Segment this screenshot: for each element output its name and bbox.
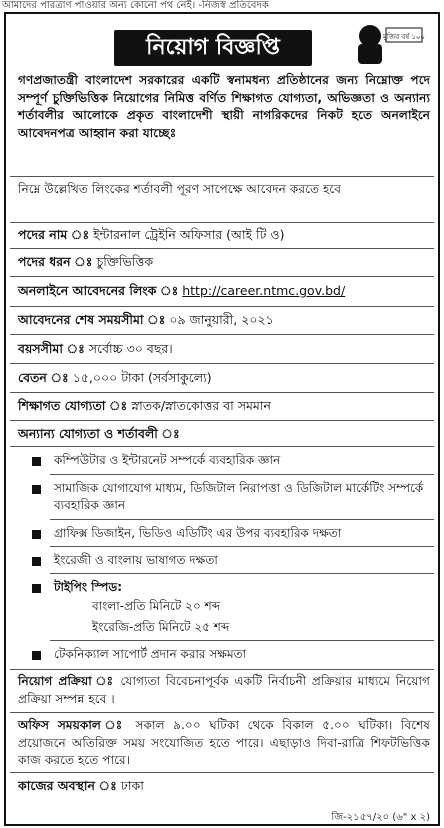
bullet-square-icon bbox=[32, 485, 41, 494]
divider bbox=[10, 276, 434, 277]
post-name-label: পদের নাম ঃ bbox=[18, 227, 90, 242]
location-value: ঢাকা bbox=[120, 778, 144, 793]
divider bbox=[10, 420, 434, 421]
divider bbox=[50, 474, 434, 475]
process-label: নিয়োগ প্রক্রিয়া ঃ bbox=[18, 674, 115, 688]
divider bbox=[10, 446, 434, 447]
process-value: যোগ্যতা বিবেচনাপূর্বক একটি নির্বাচনী প্রক্রিয়ার মাধ্যমে নিয়োগ প্রক্রিয়া সম্পন্ন হবে । bbox=[18, 674, 431, 706]
divider bbox=[10, 306, 434, 307]
bullet-item: টেকনিক্যাল সাপোর্ট প্রদান করার সক্ষমতা bbox=[54, 647, 247, 661]
bullet-item: টাইপিং স্পিড: bbox=[54, 580, 123, 594]
divider bbox=[50, 573, 434, 574]
post-type-row bbox=[18, 253, 434, 271]
salary-label: বেতন ঃ bbox=[18, 370, 69, 385]
bullet-square-icon bbox=[32, 584, 41, 593]
education-row bbox=[18, 397, 434, 415]
salary-row bbox=[18, 369, 434, 387]
age-limit-label: বয়সসীমা ঃ bbox=[18, 341, 85, 356]
divider bbox=[10, 669, 434, 670]
office-hours-value: সকাল ৯.০০ ঘটিকা থেকে বিকাল ৫.০০ ঘটিকা। বিশেষ প্রয়োজনে অতিরিক্ত সময় সংযোজিত হতে পারে। এছাড়াও দিবা-রাত্রি শিফটভিত্তিক কাজ করতে হতে পারে। bbox=[18, 718, 431, 767]
divider bbox=[10, 334, 434, 335]
deadline-row bbox=[18, 311, 434, 329]
typing-speed-bangla: বাংলা-প্রতি মিনিটে ২০ শব্দ bbox=[92, 599, 221, 613]
bullet-square-icon bbox=[32, 457, 41, 466]
typing-speed-english: ইংরেজি-প্রতি মিনিটে ২৫ শব্দ bbox=[92, 620, 230, 634]
age-limit-row bbox=[18, 340, 434, 358]
post-name-row bbox=[18, 226, 434, 244]
deadline-value: ০৯ জানুয়ারী, ২০২১ bbox=[169, 312, 274, 327]
divider bbox=[10, 363, 434, 364]
divider bbox=[10, 392, 434, 393]
bullet-item: কম্পিউটার ও ইন্টারনেট সম্পর্কে ব্যবহারিক জ্ঞান bbox=[54, 453, 281, 467]
post-type-label: পদের ধরন ঃ bbox=[18, 254, 93, 269]
work-location-row bbox=[18, 777, 434, 795]
location-label: কাজের অবস্থান ঃ bbox=[18, 778, 117, 793]
office-hours bbox=[18, 717, 430, 770]
divider bbox=[50, 519, 434, 520]
bullet-square-icon bbox=[32, 557, 41, 566]
bullet-square-icon bbox=[32, 651, 41, 660]
top-cropped-text: আমাদের পারত্রাণ পাওয়ার অন্য কোনো পথ নেই। -নিজস্ব প্রতিবেদক bbox=[2, 0, 269, 11]
divider bbox=[10, 248, 434, 249]
instruction-text: নিম্নে উল্লেখিত লিংকের শর্তাবলী পূরণ সাপেক্ষে আবেদন করতে হবে bbox=[18, 182, 342, 196]
other-conditions-heading: অন্যান্য যোগ্যতা ও শর্তাবলী ঃ bbox=[18, 426, 180, 441]
divider bbox=[10, 712, 434, 713]
bullet-item: সামাজিক যোগাযোগ মাধ্যম, ডিজিটাল নিরাপত্তা ও ডিজিটাল মার্কেটিং সম্পর্কে ব্যবহারিক জ্ঞান bbox=[54, 481, 424, 512]
mujib-borsho-logo bbox=[352, 20, 426, 66]
age-limit-value: সর্বোচ্চ ৩০ বছর। bbox=[88, 341, 173, 356]
divider bbox=[10, 222, 434, 223]
divider bbox=[50, 546, 434, 547]
post-name-value: ইন্টারনাল ট্রেইনি অফিসার (আই টি ও) bbox=[93, 227, 285, 242]
divider bbox=[10, 176, 434, 177]
logo-text: মুজিব বর্ষ ১০০ bbox=[383, 33, 425, 41]
education-label: শিক্ষাগত যোগ্যতা ঃ bbox=[18, 398, 128, 413]
salary-value: ১৫,০০০ টাকা (সর্বসাকুল্যে) bbox=[72, 370, 212, 385]
bullet-square-icon bbox=[32, 530, 41, 539]
bullet-item: ইংরেজী ও বাংলায় ভাষাগত দক্ষতা bbox=[54, 553, 218, 567]
intro-paragraph: গণপ্রজাতন্ত্রী বাংলাদেশ সরকারের একটি স্বনামধন্য প্রতিষ্ঠানের জন্য নিম্নোক্ত পদে সম্পূর্ণ চুক্তিভিত্তিক নিয়োগের নিমিত্ত বর্ণিত শিক্ষাগত যোগ্যতা, অভিজ্ঞতা ও অন্যান্য শর্তাবলীর আলোকে প্রকৃত বাংলাদেশী স্থায়ী নাগরিকদের নিকট হতে অনলাইনে আবেদনপত্র আহ্বান করা যাচ্ছেঃ bbox=[18, 73, 430, 140]
bullet-item: গ্রাফিক্স ডিজাইন, ভিডিও এডিটিং এর উপর ব্যবহারিক দক্ষতা bbox=[54, 526, 342, 540]
divider bbox=[10, 772, 434, 773]
recruitment-process bbox=[18, 673, 430, 708]
notice-title: নিয়োগ বিজ্ঞপ্তি bbox=[114, 30, 312, 66]
apply-link[interactable]: http://career.ntmc.gov.bd/ bbox=[182, 283, 346, 298]
ad-code: জি-২১৫৭/২০ (৬" x ২) bbox=[331, 812, 430, 823]
divider bbox=[50, 640, 434, 641]
apply-link-row bbox=[18, 282, 434, 300]
post-type-value: চুক্তিভিত্তিক bbox=[96, 254, 154, 269]
apply-link-label: অনলাইনে আবেদনের লিংক ঃ bbox=[18, 283, 179, 298]
deadline-label: আবেদনের শেষ সময়সীমা ঃ bbox=[18, 312, 166, 327]
education-value: স্নাতক/স্নাতকোত্তর বা সমমান bbox=[131, 398, 271, 413]
office-hours-label: অফিস সময়কাল ঃ bbox=[18, 718, 127, 732]
